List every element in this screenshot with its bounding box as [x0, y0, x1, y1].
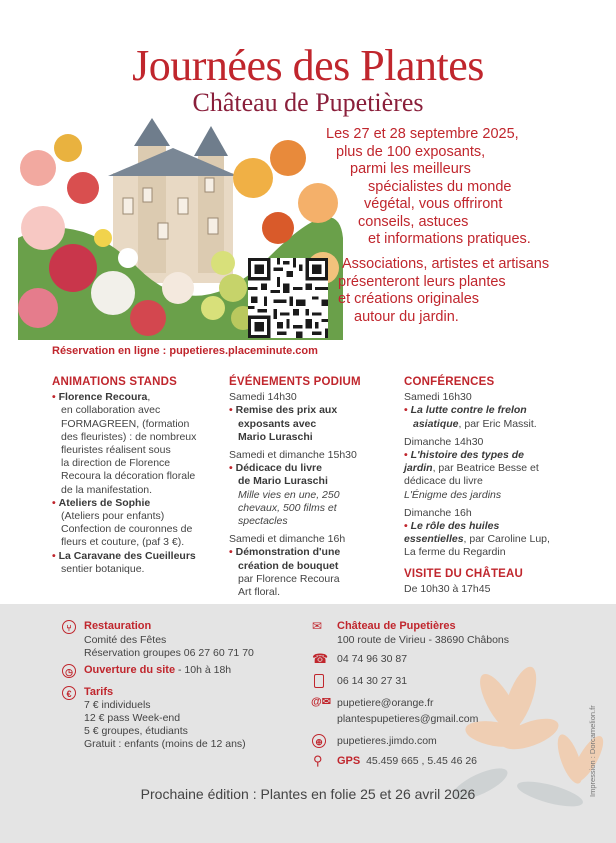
email-primary[interactable]: pupetiere@orange.fr: [337, 697, 434, 709]
bullet: •: [52, 549, 56, 562]
intro-line: végétal, vous offriront: [364, 196, 503, 212]
tarif-line: Gratuit : enfants (moins de 12 ans): [84, 738, 246, 750]
ouverture-hours: - 10h à 18h: [175, 664, 232, 676]
restauration-text: Réservation groupes 06 27 60 71 70: [84, 647, 254, 659]
conference-speaker: , par Beatrice Besse et: [432, 462, 539, 475]
tarif-line: 5 € groupes, étudiants: [84, 725, 188, 737]
conference-text: La ferme du Regardin: [404, 546, 506, 559]
event-time: Samedi 14h30: [229, 391, 297, 404]
conference-title: Le rôle des huiles: [410, 520, 500, 533]
location-pin-icon: ⚲: [313, 753, 323, 768]
intro-line: présenteront leurs plantes: [338, 273, 506, 290]
info-footer: [0, 604, 616, 843]
animation-text: Recoura la décoration florale: [61, 470, 196, 483]
bullet: •: [404, 404, 408, 417]
mobile-number[interactable]: 06 14 30 27 31: [337, 675, 408, 687]
event-time: Samedi et dimanche 15h30: [229, 449, 357, 462]
conferences-heading: CONFÉRENCES: [404, 376, 495, 388]
restauration-text: Comité des Fêtes: [84, 634, 167, 646]
conference-speaker: , par Caroline Lup,: [463, 533, 550, 546]
animation-text: sentier botanique.: [61, 562, 145, 575]
visite-hours: De 10h30 à 17h45: [404, 582, 491, 595]
event-title: Démonstration d'une: [235, 546, 341, 559]
animation-text: en collaboration avec: [61, 404, 161, 417]
event-title: exposants avec: [238, 417, 317, 430]
animation-text: (Ateliers pour enfants): [61, 510, 165, 523]
conference-speaker: , par Eric Massit.: [458, 417, 537, 430]
animation-text: fleurs et couture, (paf 3 €).: [61, 536, 185, 549]
event-title: Remise des prix aux: [235, 404, 338, 417]
intro-line: et informations pratiques.: [368, 231, 531, 247]
conference-book: L'Énigme des jardins: [404, 488, 502, 501]
animation-name: Ateliers de Sophie: [58, 496, 151, 509]
bullet: •: [52, 391, 56, 404]
online-reservation-link[interactable]: Réservation en ligne : pupetieres.placeminute.com: [52, 345, 318, 357]
event-description: par Florence Recoura: [238, 572, 340, 585]
phone-number[interactable]: 04 74 96 30 87: [337, 653, 408, 665]
bullet: •: [404, 520, 408, 533]
animation-name: La Caravane des Cueilleurs: [58, 549, 196, 562]
conference-time: Dimanche 16h: [404, 506, 472, 519]
bullet: •: [404, 449, 408, 462]
event-description: spectacles: [238, 515, 288, 528]
event-title: Mario Luraschi: [238, 430, 313, 443]
conference-title: La lutte contre le frelon: [410, 404, 527, 417]
euro-icon: €: [62, 686, 76, 700]
chateau-address: 100 route de Virieu - 38690 Châbons: [337, 634, 510, 646]
animation-text: FORMAGREEN, (formation: [61, 417, 190, 430]
bullet: •: [229, 546, 233, 559]
conference-text: dédicace du livre: [404, 475, 483, 488]
gps-coordinates: 45.459 665 , 5.45 46 26: [366, 755, 478, 767]
intro-line: conseils, astuces: [358, 213, 469, 230]
conference-title: essentielles: [404, 533, 464, 546]
intro-exhibitors-text: [338, 256, 598, 326]
page-subtitle: Château de Pupetières: [192, 88, 424, 117]
event-description: Art floral.: [238, 586, 281, 599]
animations-column: ANIMATIONS STANDS • Florence Recoura, en collaboration avec FORMAGREEN, (formation des fleuristes) : de nombreux fleuristes réalisent sous la direction de Florence Recoura la décoration florale de la manifestation. • Ateliers de Sophie (Ateliers pour enfants) Confection de couronnes de fleurs et couture, (paf 3 €). • La Caravane des Cueilleurs sentier botanique.: [52, 376, 217, 576]
animation-text: la direction de Florence: [61, 457, 171, 470]
intro-line: parmi les meilleurs: [350, 161, 471, 177]
intro-text: [322, 126, 592, 249]
envelope-icon: ✉: [312, 619, 323, 633]
conference-title: L'histoire des types de: [410, 449, 524, 462]
conference-title: jardin: [404, 462, 433, 475]
website-link[interactable]: pupetieres.jimdo.com: [337, 735, 437, 747]
bullet: •: [229, 404, 233, 417]
animation-text: des fleuristes) : de nombreux: [61, 430, 197, 443]
tarif-line: 12 € pass Week-end: [84, 712, 181, 724]
event-description: Mille vies en une, 250: [238, 488, 340, 501]
email-secondary[interactable]: plantespupetieres@gmail.com: [337, 713, 479, 725]
fork-knife-icon: ⑂: [62, 620, 76, 634]
tarif-line: 7 € individuels: [84, 699, 151, 711]
event-description: chevaux, 500 films et: [238, 501, 337, 514]
intro-line: Associations, artistes et artisans: [342, 256, 550, 272]
mobile-icon: [314, 674, 324, 688]
podium-heading: ÉVÉNEMENTS PODIUM: [229, 376, 361, 388]
conference-time: Samedi 16h30: [404, 391, 472, 404]
bullet: •: [229, 462, 233, 475]
podium-column: [229, 376, 389, 599]
restauration-label: Restauration: [84, 620, 152, 632]
event-time: Samedi et dimanche 16h: [229, 533, 346, 546]
animation-name: Florence Recoura: [58, 391, 148, 404]
chateau-name: Château de Pupetières: [337, 620, 456, 632]
qr-code-icon[interactable]: [248, 258, 328, 338]
animation-text: fleuristes réalisent sous: [61, 444, 171, 457]
event-title: Dédicace du livre: [235, 462, 322, 475]
animation-text: Confection de couronnes de: [61, 523, 193, 536]
at-envelope-icon: @✉: [311, 696, 331, 708]
tarifs-label: Tarifs: [84, 686, 114, 698]
event-title: création de bouquet: [238, 559, 339, 572]
next-edition: Prochaine édition : Plantes en folie 25 et 26 avril 2026: [140, 786, 476, 802]
conferences-column: [404, 376, 589, 596]
intro-line: et créations originales: [338, 291, 480, 307]
animation-text: de la manifestation.: [61, 483, 153, 496]
intro-line: spécialistes du monde: [368, 178, 512, 195]
visite-heading: VISITE DU CHÂTEAU: [404, 567, 524, 580]
globe-icon: ⊕: [312, 734, 326, 748]
event-title: de Mario Luraschi: [238, 475, 328, 488]
intro-line: Les 27 et 28 septembre 2025,: [326, 126, 519, 142]
bullet: •: [52, 496, 56, 509]
conference-time: Dimanche 14h30: [404, 435, 484, 448]
ouverture-label: Ouverture du site: [84, 664, 176, 676]
animations-heading: ANIMATIONS STANDS: [52, 376, 177, 388]
conference-title: asiatique: [413, 417, 459, 430]
gps-label: GPS: [337, 755, 361, 767]
page-title: Journées des Plantes: [132, 41, 484, 90]
clock-icon: ◷: [62, 664, 76, 678]
phone-icon: ☎: [312, 651, 329, 666]
intro-line: plus de 100 exposants,: [336, 143, 486, 160]
printer-credit: Impression : Dorcamelion.fr: [588, 705, 597, 797]
intro-line: autour du jardin.: [354, 308, 459, 325]
